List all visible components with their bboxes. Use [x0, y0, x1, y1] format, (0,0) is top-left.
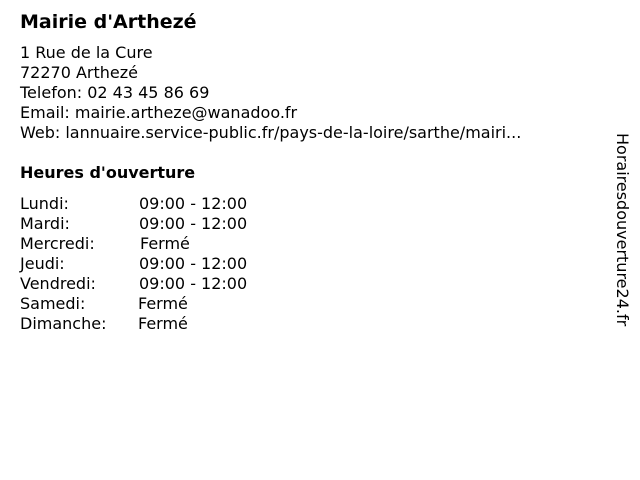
day-label: Lundi:	[20, 194, 69, 213]
day-label: Dimanche:	[20, 314, 107, 333]
phone-number: Telefon: 02 43 45 86 69	[20, 83, 210, 102]
opening-hours-heading: Heures d'ouverture	[20, 163, 196, 182]
day-label: Vendredi:	[20, 274, 96, 293]
day-hours: 09:00 - 12:00	[139, 274, 248, 293]
email-address: Email: mairie.artheze@wanadoo.fr	[20, 103, 298, 122]
city-postcode: 72270 Arthezé	[20, 63, 139, 82]
day-label: Mardi:	[20, 214, 70, 233]
day-label: Samedi:	[20, 294, 86, 313]
day-hours: 09:00 - 12:00	[139, 254, 248, 273]
website-link[interactable]: Web: lannuaire.service-public.fr/pays-de-la-loire/sarthe/mairi...	[20, 123, 522, 142]
hours-row-monday	[20, 194, 320, 214]
day-hours: 09:00 - 12:00	[139, 214, 248, 233]
hours-row-tuesday	[20, 214, 320, 234]
day-label: Mercredi:	[20, 234, 95, 253]
hours-row-sunday	[20, 314, 320, 334]
hours-row-saturday	[20, 294, 320, 314]
day-hours: Fermé	[138, 294, 188, 313]
contact-info	[20, 43, 521, 143]
hours-row-wednesday	[20, 234, 320, 254]
day-label: Jeudi:	[20, 254, 65, 273]
hours-row-thursday	[20, 254, 320, 274]
day-hours: Fermé	[140, 234, 190, 253]
opening-hours-table	[20, 194, 320, 334]
hours-row-friday	[20, 274, 320, 294]
brand-watermark: Horairesdouverture24.fr	[613, 133, 632, 327]
day-hours: Fermé	[138, 314, 188, 333]
page-title: Mairie d'Arthezé	[20, 11, 197, 33]
street-address: 1 Rue de la Cure	[20, 43, 153, 62]
day-hours: 09:00 - 12:00	[139, 194, 248, 213]
